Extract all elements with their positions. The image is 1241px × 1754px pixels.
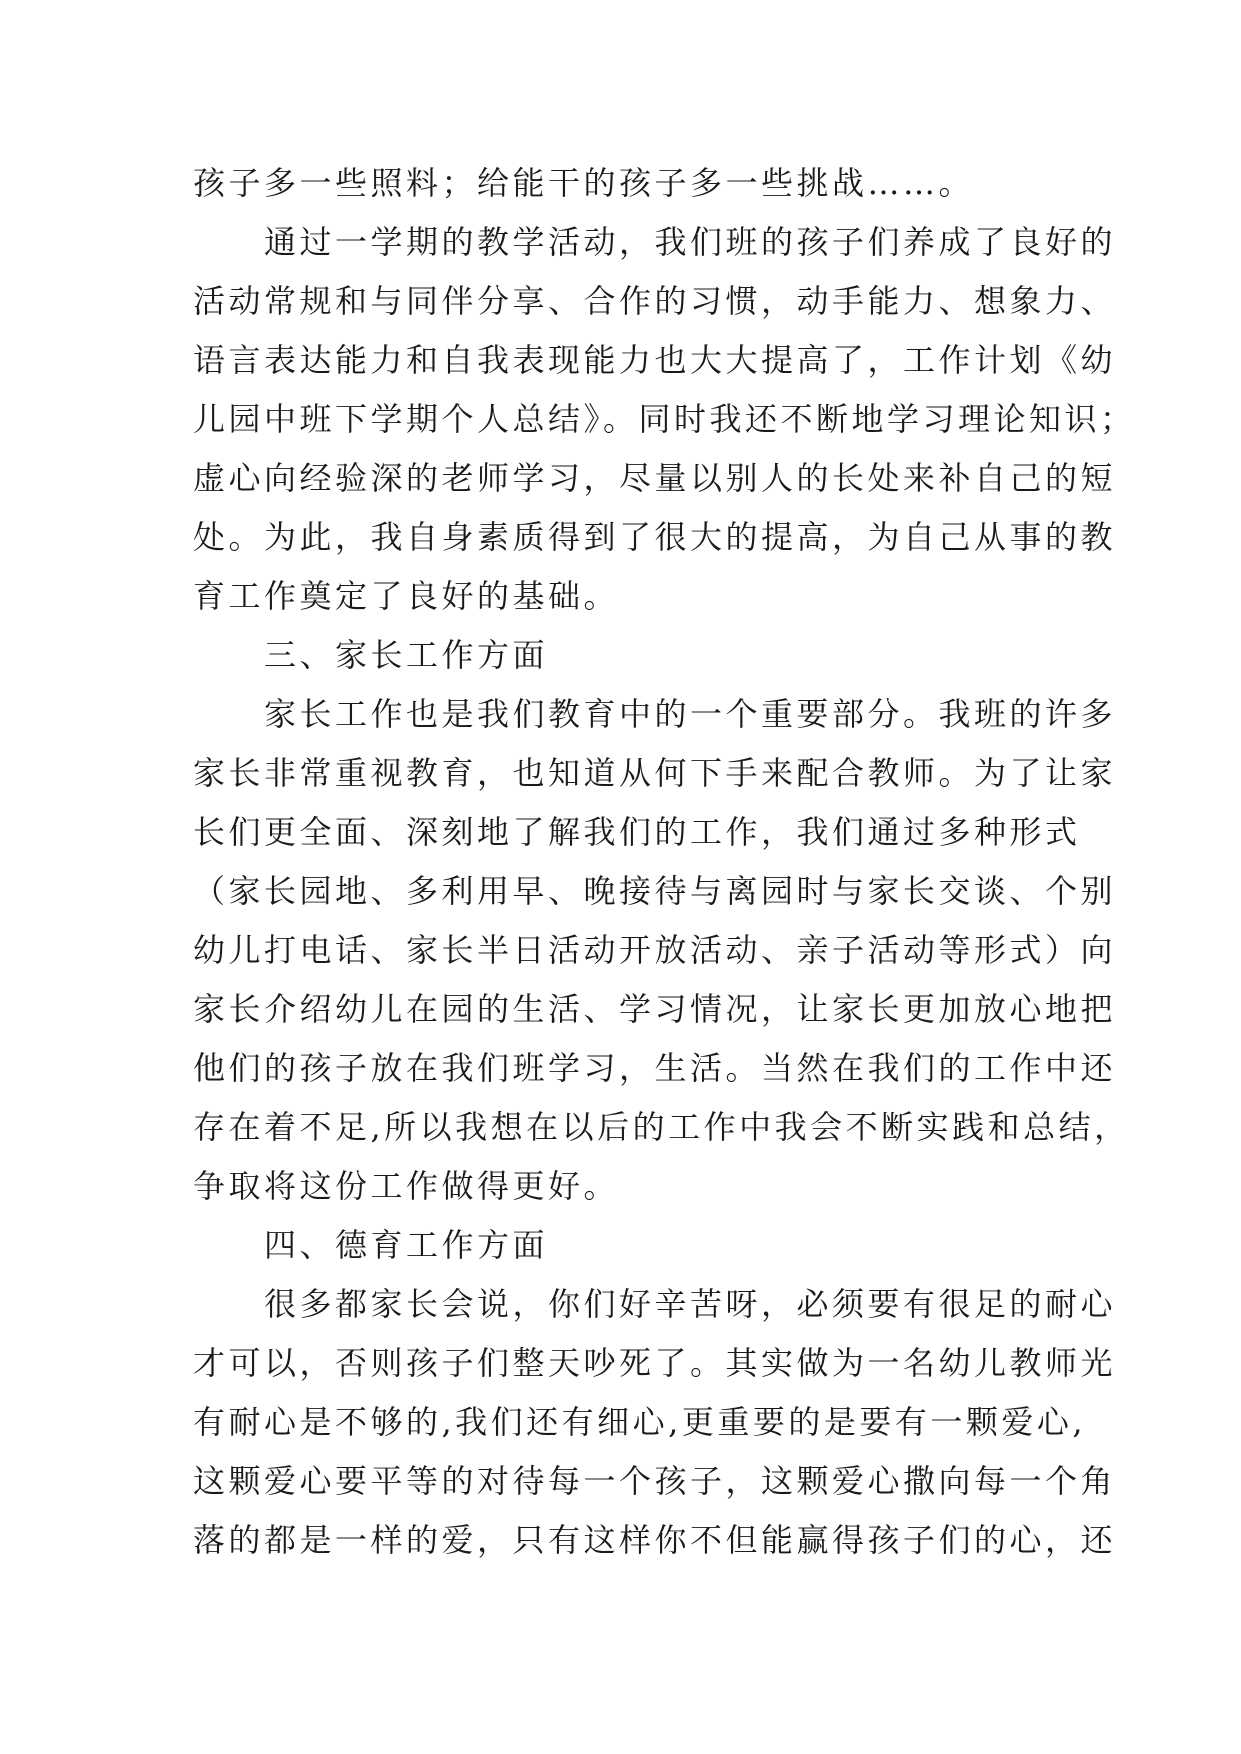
text-line: 通过一学期的教学活动，我们班的孩子们养成了良好的 (193, 223, 1117, 261)
section-heading: 四、德育工作方面 (193, 1226, 549, 1264)
text-line: 存在着不足,所以我想在以后的工作中我会不断实践和总结， (193, 1108, 1130, 1146)
text-line: 才可以，否则孩子们整天吵死了。其实做为一名幼儿教师光 (193, 1344, 1117, 1382)
text-line: （家长园地、多利用早、晚接待与离园时与家长交谈、个别 (193, 872, 1117, 910)
text-line: 活动常规和与同伴分享、合作的习惯，动手能力、想象力、 (193, 282, 1117, 320)
text-line: 处。为此，我自身素质得到了很大的提高，为自己从事的教 (193, 518, 1117, 556)
text-line: 这颗爱心要平等的对待每一个孩子，这颗爱心撒向每一个角 (193, 1462, 1117, 1500)
text-line: 家长工作也是我们教育中的一个重要部分。我班的许多 (193, 695, 1117, 733)
document-body (193, 154, 1136, 1570)
text-line: 育工作奠定了良好的基础。 (193, 577, 620, 615)
text-line: 他们的孩子放在我们班学习，生活。当然在我们的工作中还 (193, 1049, 1117, 1087)
text-line: 争取将这份工作做得更好。 (193, 1167, 620, 1205)
text-line: 家长介绍幼儿在园的生活、学习情况，让家长更加放心地把 (193, 990, 1117, 1028)
text-line: 有耐心是不够的,我们还有细心,更重要的是要有一颗爱心, (193, 1403, 1087, 1441)
text-line: 儿园中班下学期个人总结》。同时我还不断地学习理论知识； (193, 400, 1136, 438)
text-line: 长们更全面、深刻地了解我们的工作，我们通过多种形式 (193, 813, 1081, 851)
text-line: 虚心向经验深的老师学习，尽量以别人的长处来补自己的短 (193, 459, 1117, 497)
text-line: 很多都家长会说，你们好辛苦呀，必须要有很足的耐心 (193, 1285, 1117, 1323)
text-line: 落的都是一样的爱，只有这样你不但能赢得孩子们的心，还 (193, 1521, 1117, 1559)
text-line: 孩子多一些照料；给能干的孩子多一些挑战……。 (193, 164, 975, 202)
text-line: 幼儿打电话、家长半日活动开放活动、亲子活动等形式）向 (193, 931, 1117, 969)
text-line: 语言表达能力和自我表现能力也大大提高了，工作计划《幼 (193, 341, 1117, 379)
section-heading: 三、家长工作方面 (193, 636, 549, 674)
text-line: 家长非常重视教育，也知道从何下手来配合教师。为了让家 (193, 754, 1117, 792)
